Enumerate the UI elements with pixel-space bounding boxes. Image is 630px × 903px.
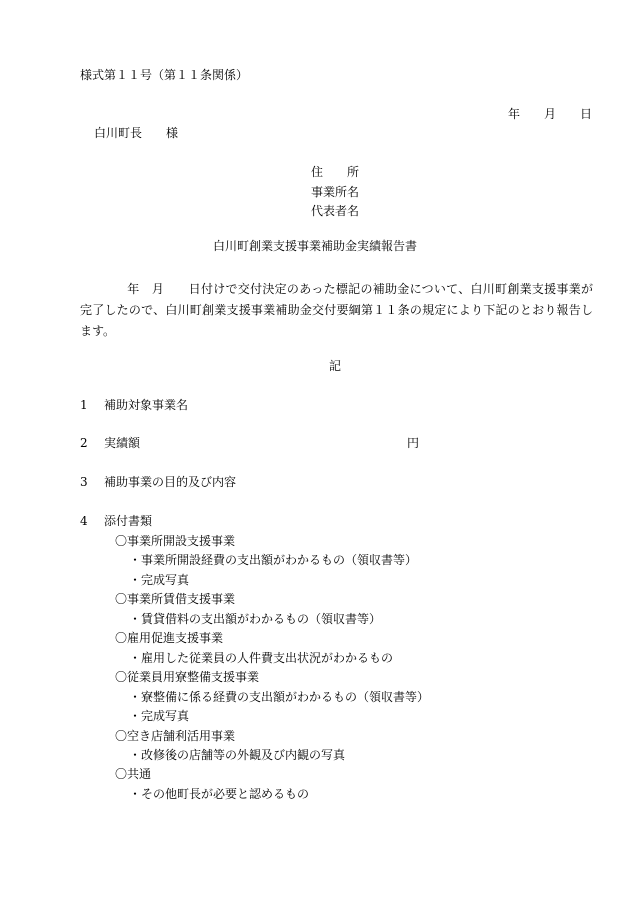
- ki-heading: 記: [328, 359, 341, 373]
- section-4: [80, 515, 152, 527]
- attachment-category: 〇事業所賃借支援事業: [115, 592, 236, 606]
- applicant-representative-label: 代表者名: [311, 204, 360, 218]
- recipient: 白川町長 様: [94, 126, 179, 140]
- attachment-item: ・寮整備に係る経費の支出額がわかるもの（領収書等）: [129, 690, 430, 704]
- document-title: 白川町創業支援事業補助金実績報告書: [212, 239, 417, 253]
- section-1: [80, 399, 188, 411]
- attachment-item: ・完成写真: [129, 709, 190, 723]
- attachment-item: ・その他町長が必要と認めるもの: [129, 787, 310, 801]
- section-number: 4: [80, 514, 88, 528]
- section-label: 補助事業の目的及び内容: [104, 475, 237, 489]
- attachment-item: ・賃貸借料の支出額がわかるもの（領収書等）: [129, 612, 382, 626]
- applicant-address-label: 住 所: [311, 165, 360, 179]
- date-year: 年: [507, 107, 520, 121]
- date-line: [508, 108, 592, 120]
- attachment-category: 〇事業所開設支援事業: [115, 534, 236, 548]
- attachment-category: 〇空き店舗利活用事業: [115, 729, 236, 743]
- section-label: 補助対象事業名: [104, 398, 189, 412]
- section-number: 3: [80, 475, 88, 489]
- date-day: 日: [579, 107, 592, 121]
- section-label: 実績額: [104, 436, 141, 450]
- attachment-category: 〇雇用促進支援事業: [115, 631, 224, 645]
- section-number: 1: [80, 398, 88, 412]
- attachment-item: ・事業所開設経費の支出額がわかるもの（領収書等）: [129, 553, 418, 567]
- attachment-item: ・改修後の店舗等の外観及び内観の写真: [129, 748, 346, 762]
- body-date-prefix: 年 月 日付けで: [127, 282, 238, 296]
- form-number: 様式第１１号（第１１条関係）: [80, 68, 249, 82]
- date-month: 月: [543, 107, 556, 121]
- applicant-office-name-label: 事業所名: [311, 185, 360, 199]
- body-paragraph: [80, 279, 593, 342]
- attachment-item: ・雇用した従業員の人件費支出状況がわかるもの: [129, 651, 394, 665]
- section-2: [80, 437, 140, 449]
- section-number: 2: [80, 436, 88, 450]
- body-text: 交付決定のあった標記の補助金について、白川町創業支援事業が完了したので、白川町創業支援事業補助金交付要綱第１１条の規定により下記のとおり報告します。: [80, 282, 593, 338]
- section-label: 添付書類: [104, 514, 153, 528]
- attachment-item: ・完成写真: [129, 573, 190, 587]
- amount-unit: 円: [407, 436, 420, 450]
- section-3: [80, 476, 236, 488]
- attachment-category: 〇共通: [115, 767, 152, 781]
- attachment-category: 〇従業員用寮整備支援事業: [115, 670, 260, 684]
